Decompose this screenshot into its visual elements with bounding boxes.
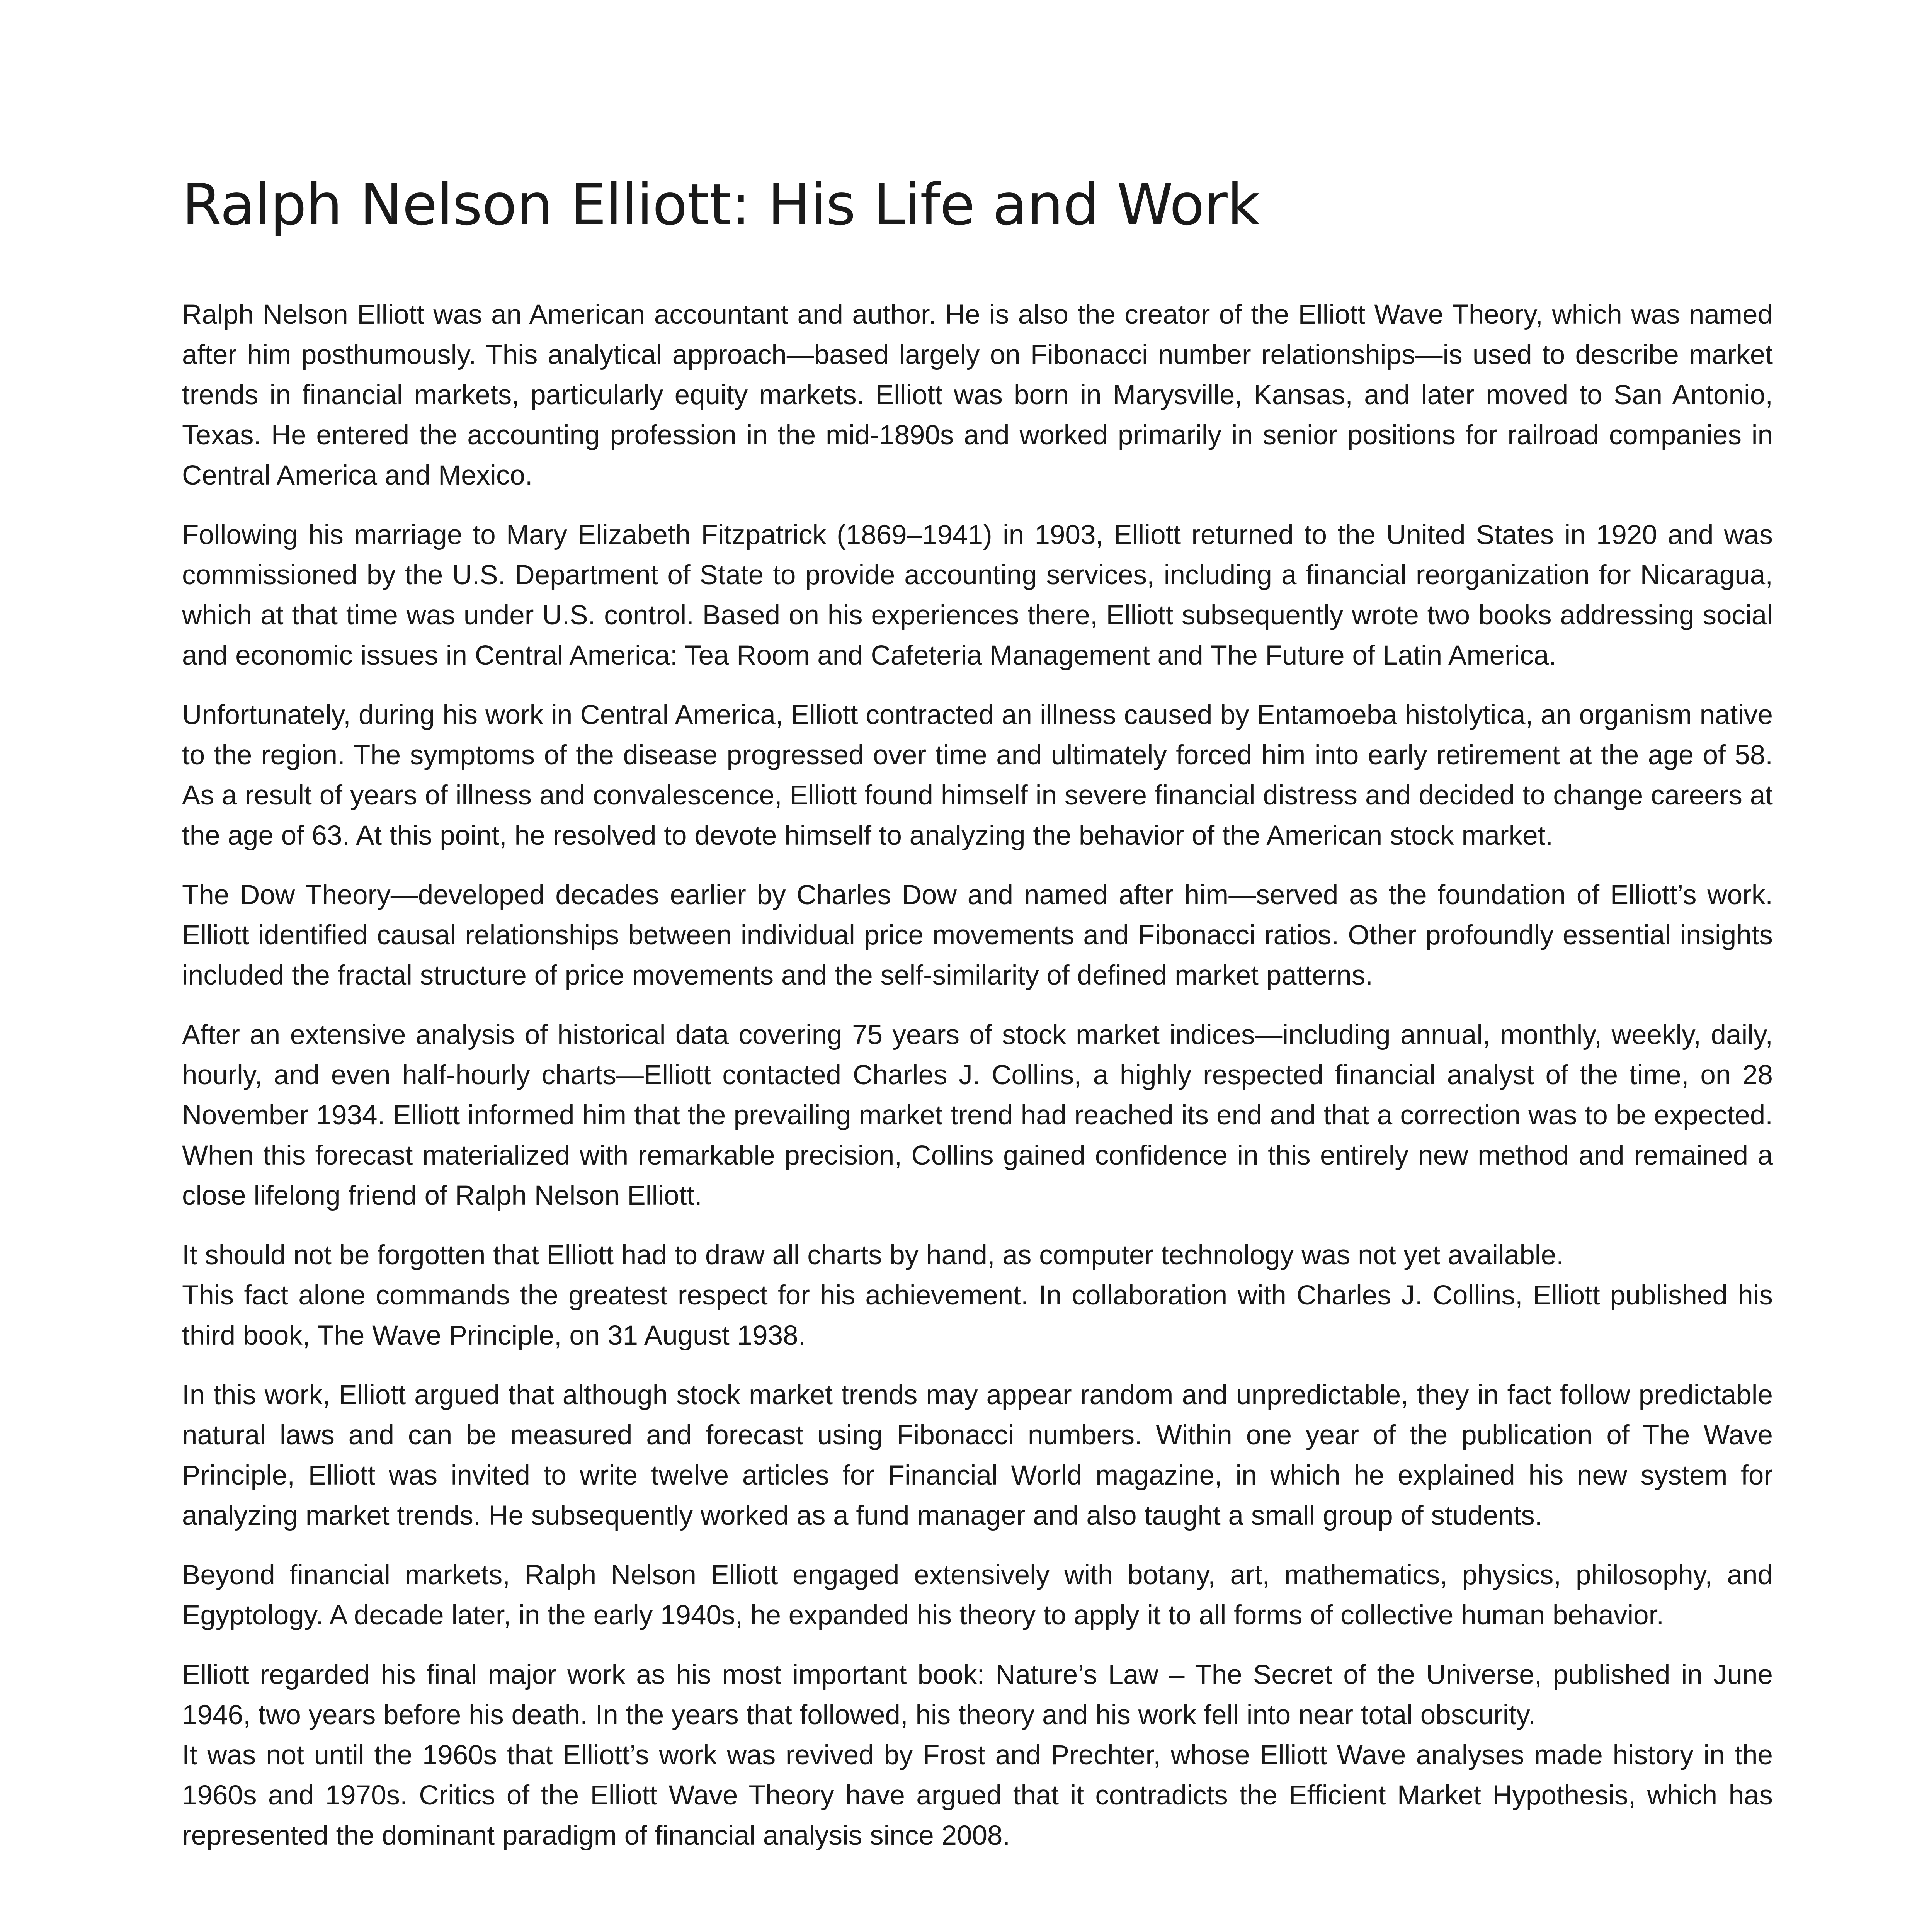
paragraph-other-interests: Beyond financial markets, Ralph Nelson Elliott engaged extensively with botany, art, mathematics, physics, philosophy, and Egyptology. A decade later, in the early 1940s, he expanded his theory to apply it to all forms of collective human behavior.	[182, 1560, 1773, 1631]
paragraph-collins-forecast: After an extensive analysis of historical data covering 75 years of stock market indices—including annual, monthly, weekly, daily, hourly, and even half-hourly charts—Elliott contacted Charles J. Collins, a highly respected financial analyst of the time, on 28 November 1934. Elliott informed him that the prevailing market trend had reached its end and that a correction was to be expected. When this forecast materialized with remarkable precision, Collins gained confidence in this entirely new method and remained a close lifelong friend of Ralph Nelson Elliott.	[182, 1020, 1773, 1211]
paragraph-line: It should not be forgotten that Elliott had to draw all charts by hand, as computer technology was not yet available.	[182, 1240, 1564, 1270]
paragraph-hand-drawn-charts	[182, 1235, 1773, 1356]
body-text	[182, 295, 1773, 1856]
paragraph-marriage-and-books: Following his marriage to Mary Elizabeth Fitzpatrick (1869–1941) in 1903, Elliott returned to the United States in 1920 and was commissioned by the U.S. Department of State to provide accounting services, including a financial reorganization for Nicaragua, which at that time was under U.S. control. Based on his experiences there, Elliott subsequently wrote two books addressing social and economic issues in Central America: Tea Room and Cafeteria Management and The Future of Latin America.	[182, 520, 1773, 671]
paragraph-legacy	[182, 1655, 1773, 1856]
paragraph-dow-theory: The Dow Theory—developed decades earlier by Charles Dow and named after him—served as the foundation of Elliott’s work. Elliott identified causal relationships between individual price movements and Fibonacci ratios. Other profoundly essential insights included the fractal structure of price movements and the self-similarity of defined market patterns.	[182, 880, 1773, 991]
paragraph-line: Elliott regarded his final major work as his most important book: Nature’s Law – The Secret of the Universe, published in June 1946, two years before his death. In the years that followed, his theory and his work fell into near total obscurity.	[182, 1660, 1773, 1730]
page-title: Ralph Nelson Elliott: His Life and Work	[182, 172, 1260, 238]
paragraph-line: It was not until the 1960s that Elliott’s work was revived by Frost and Prechter, whose Elliott Wave analyses made history in the 1960s and 1970s. Critics of the Elliott Wave Theory have argued that it contradicts the Efficient Market Hypothesis, which has represented the dominant paradigm of financial analysis since 2008.	[182, 1740, 1773, 1851]
paragraph-line: This fact alone commands the greatest respect for his achievement. In collaboration with Charles J. Collins, Elliott published his third book, The Wave Principle, on 31 August 1938.	[182, 1280, 1773, 1351]
paragraph-early-life: Ralph Nelson Elliott was an American accountant and author. He is also the creator of the Elliott Wave Theory, which was named after him posthumously. This analytical approach—based largely on Fibonacci number relationships—is used to describe market trends in financial markets, particularly equity markets. Elliott was born in Marysville, Kansas, and later moved to San Antonio, Texas. He entered the accounting profession in the mid-1890s and worked primarily in senior positions for railroad companies in Central America and Mexico.	[182, 299, 1773, 491]
paragraph-wave-principle: In this work, Elliott argued that although stock market trends may appear random and unpredictable, they in fact follow predictable natural laws and can be measured and forecast using Fibonacci numbers. Within one year of the publication of The Wave Principle, Elliott was invited to write twelve articles for Financial World magazine, in which he explained his new system for analyzing market trends. He subsequently worked as a fund manager and also taught a small group of students.	[182, 1380, 1773, 1531]
page-content	[182, 166, 1773, 1875]
paragraph-illness-and-career-change: Unfortunately, during his work in Central America, Elliott contracted an illness caused by Entamoeba histolytica, an organism native to the region. The symptoms of the disease progressed over time and ultimately forced him into early retirement at the age of 58. As a result of years of illness and convalescence, Elliott found himself in severe financial distress and decided to change careers at the age of 63. At this point, he resolved to devote himself to analyzing the behavior of the American stock market.	[182, 700, 1773, 851]
